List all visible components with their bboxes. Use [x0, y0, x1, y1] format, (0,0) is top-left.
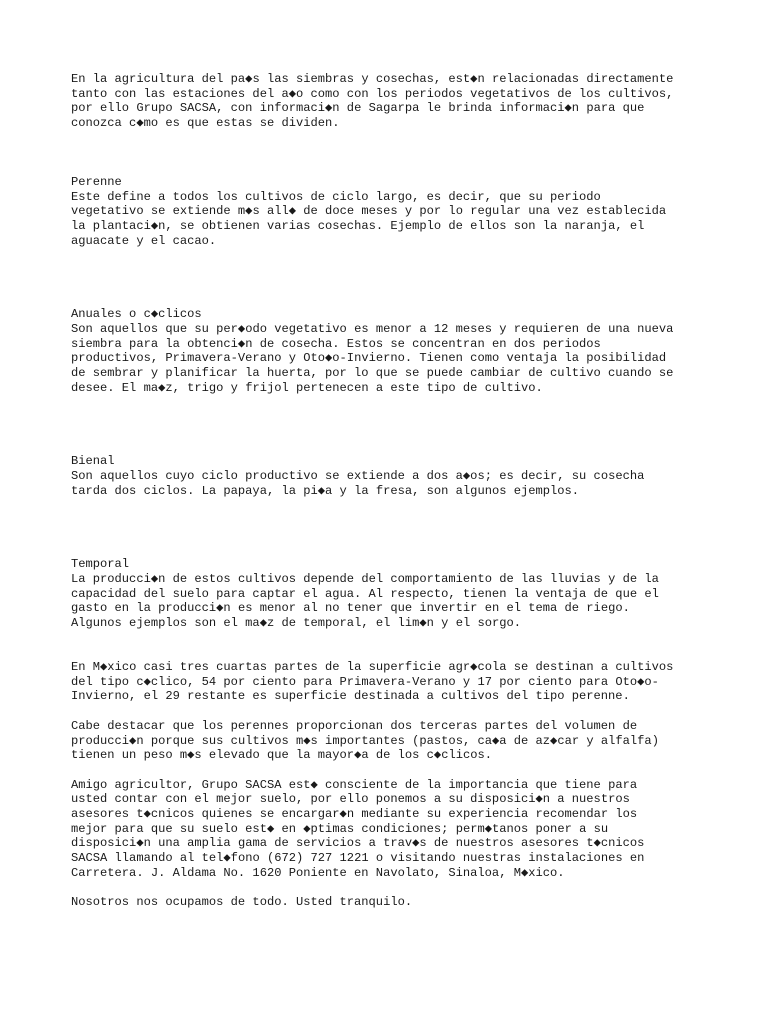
section-bienal	[71, 425, 711, 513]
paragraph-mexico-stats: En M◆xico casi tres cuartas partes de la superficie agr◆cola se destinan a cultivos del tipo c◆clico, 54 por ciento para Primavera-Verano y 17 por ciento para Oto◆o- Invierno, el 29 restante es superficie destinada a cultivos del tipo perenne.	[71, 660, 674, 704]
section-perenne	[71, 146, 711, 264]
section-temporal	[71, 528, 711, 646]
section-heading: Perenne	[71, 174, 122, 189]
section-body: Son aquellos que su per◆odo vegetativo es menor a 12 meses y requieren de una nueva siembra para la obtenci◆n de cosecha. Estos se concentran en dos periodos productivos, Primavera-Verano y Oto◆o-Invierno. Tienen como ventaja la posibilidad de sembrar y planificar la huerta, por lo que se puede cambiar de cultivo cuando se desee. El ma◆z, trigo y frijol pertenecen a este tipo de cultivo.	[71, 321, 674, 395]
paragraph-closing: Nosotros nos ocupamos de todo. Usted tranquilo.	[71, 895, 413, 910]
section-heading: Anuales o c◆clicos	[71, 307, 202, 322]
section-body: Son aquellos cuyo ciclo productivo se extiende a dos a◆os; es decir, su cosecha tarda dos ciclos. La papaya, la pi◆a y la fresa, son algunos ejemplos.	[71, 468, 645, 498]
section-body: Este define a todos los cultivos de ciclo largo, es decir, que su periodo vegetativo se extiende m◆s all◆ de doce meses y por lo regular una vez establecida la plantaci◆n, se obtienen varias cosechas. Ejemplo de ellos son la naranja, el aguacate y el cacao.	[71, 189, 667, 248]
section-heading: Bienal	[71, 454, 115, 469]
paragraph-perennes: Cabe destacar que los perennes proporcionan dos terceras partes del volumen de producci◆n porque sus cultivos m◆s importantes (pastos, ca◆a de az◆car y alfalfa) tienen un peso m◆s elevado que la mayor◆a de los c◆clicos.	[71, 718, 659, 763]
section-heading: Temporal	[71, 557, 130, 572]
paragraph-contact: Amigo agricultor, Grupo SACSA est◆ consciente de la importancia que tiene para usted contar con el mejor suelo, por ello ponemos a su disposici◆n a nuestros asesores t◆cnicos quienes se encargar◆n mediante su experiencia recomendar los mejor para que su suelo est◆ en ◆ptimas condiciones; perm◆tanos poner a su disposici◆n una amplia gama de servicios a trav◆s de nuestros asesores t◆cnicos SACSA llamando al tel◆fono (672) 727 1221 o visitando nuestras instalaciones en Carretera. J. Aldama No. 1620 Poniente en Navolato, Sinaloa, M◆xico.	[71, 777, 645, 880]
intro-paragraph: En la agricultura del pa◆s las siembras y cosechas, est◆n relacionadas directamente tanto con las estaciones del a◆o como con los periodos vegetativos de los cultivos, por ello Grupo SACSA, con informaci◆n de Sagarpa le brinda informaci◆n para que conozca c◆mo es que estas se dividen.	[71, 72, 674, 131]
document-body	[71, 72, 711, 925]
section-body: La producci◆n de estos cultivos depende del comportamiento de las lluvias y de la capacidad del suelo para captar el agua. Al respecto, tienen la ventaja de que el gasto en la producci◆n es menor al no tener que invertir en el tema de riego. Algunos ejemplos son el ma◆z de temporal, el lim◆n y el sorgo.	[71, 571, 659, 630]
section-anuales	[71, 278, 711, 410]
